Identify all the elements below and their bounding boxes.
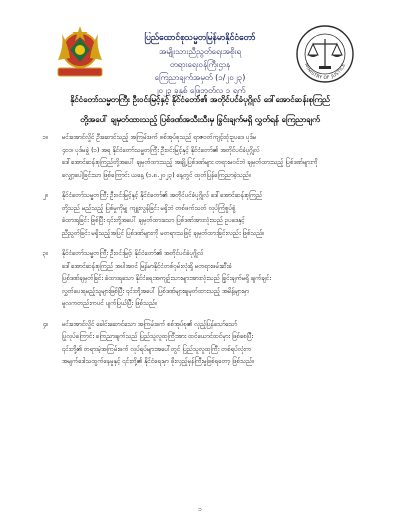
paragraph-number: ၁။ — [42, 134, 48, 141]
title-line-2: တို့အပေါ် ချမှတ်ထားသည့် ပြစ်ဒဏ်အသီးသီးမှ ခြွင်းချက်မရှိ လွှတ်ရန် ကြေညာချက် — [80, 115, 320, 124]
paragraph-line: နိုင်ငံတော်သမ္မတကြီး ဦးဝင်းမြင့်၊ နိုင်ငံတော်၏ အတိုင်ပင်ခံပုဂ္ဂိုလ် — [62, 250, 204, 257]
announcement-title — [40, 90, 360, 130]
page-number: ၁ — [198, 505, 202, 513]
paragraph-line: ညီညွတ်ခြင်း မရှိသည့်အပြင် ပြစ်ဒဏ်များကို မတရားသဖြင့် ချမှတ်ထားခြင်းလည်း ဖြစ်သည်။ — [62, 229, 265, 237]
paragraph-number: ၄။ — [42, 320, 48, 328]
government-name: အမျိုးသားညီညွတ်ရေးအစိုးရ — [158, 47, 242, 56]
announcement-date: ၂၀၂၃ ခုနှစ် ဖြေဘုတ်လ ၁ ရက် — [154, 86, 246, 95]
paragraph-number: ၂။ — [43, 192, 48, 199]
paragraph-4 — [44, 319, 362, 369]
ministry-name: တရားရေးဝန်ကြီးဌာန — [169, 60, 231, 69]
announcement-body — [44, 132, 362, 377]
paragraph-1 — [44, 132, 362, 182]
paragraph-line: လွှတ်ပေးရမည့်သူများဖြစ်ပြီး ၎င်းတို့အပေါ် ပြစ်ဒဏ်များချမှတ်ထားသည့် အမိန့်များမှာ — [62, 287, 250, 295]
paragraph-line: အမျက်ဒေါသထွက်နေမှုနှင့် ၎င်းတို့၏ နိုင်ငံရေးမှာ ဖိုးလှည့်မှန်ကြီးမှုဖြစ်ရတော့ ဖြစ်သည်။ — [62, 358, 255, 365]
paragraph-line: မူလကတည်းကပင် ပျက်ပြယ်ပြီး ဖြစ်သည်။ — [62, 300, 158, 307]
paragraph-line: မင်းအောင်လှိုင် ခေါင်းဆောင်သော အကြမ်းဖက် စစ်အုပ်စု၏ လှည့်ပြန်သော်သော် — [62, 320, 238, 328]
paragraph-line: မင်းအောင်လှိုင် ဦးဆောင်သည့် အကြမ်းဖက် စစ်အုပ်စုသည် ရာဇဝတ်ကျင့်ထုံးဥပဒေ ပုဒ်မ — [62, 134, 257, 141]
country-name: ပြည်ထောင်စုသမ္မတမြန်မာနိုင်ငံတော် — [144, 33, 256, 43]
paragraph-2 — [44, 190, 362, 240]
paragraph-line: ပြစ်ဒဏ်ချမှတ်ခြင်း ခံထားရသော နိုင်ငံရေးအကျဉ်းသားများအားလုံးသည် ခြွင်းချက်မရှိ ချက်ချင်း — [62, 275, 271, 282]
title-line-1: နိုင်ငံတော်သမ္မတကြီး ဦးဝင်းမြင့်နှင့် နိုင်ငံတော်၏ အတိုင်ပင်ခံပုဂ္ဂိုလ် ဒေါ်အောင်ဆန်းစုကြည် — [70, 95, 330, 104]
ministry-of-justice-seal-icon — [294, 24, 356, 84]
paragraph-line: ၄၀၁၊ ပုဒ်မခွဲ (၁) အရ နိုင်ငံတော်သမ္မတကြီး ဦးဝင်းမြင့်နှင့် နိုင်ငံတော်၏ အတိုင်ပင်ခံပုဂ္ဂိုလ် — [62, 146, 260, 154]
svg-text:MINISTRY OF JUSTICE: MINISTRY OF JUSTICE — [302, 62, 348, 82]
paragraph-number: ၃။ — [42, 250, 48, 257]
paragraph-line: ဒေါ်အောင်ဆန်းစုကြည် အပါအဝင် မြန်မာနိုင်ငံတစ်ဝှမ်းလုံးရှိ မတရားဖမ်းဆီးခံ — [62, 262, 232, 270]
paragraph-line: ခံထားရခြင်း ဖြစ်ပြီး ၎င်းတို့အပေါ် ချမှတ်ထားသော ပြစ်ဒဏ်အားလုံးသည် ဥပဒေနှင့် — [62, 217, 245, 224]
announcement-number: ကြေညာချက်အမှတ် (၁/၂၀၂၃) — [154, 73, 246, 82]
paragraph-3 — [44, 248, 362, 311]
paragraph-line: တို့သည် မည်သည့် ပြစ်မှုကိုမျှ ကျူးလွန်ခြင်း မရှိဘဲ တစ်ဖက်သတ် လုပ်ကြံစွပ်စွဲ — [62, 204, 236, 212]
paragraph-line: နိုင်ငံတော်သမ္မတကြီး ဦးဝင်းမြင့်နှင့် နိုင်ငံတော်၏ အတိုင်ပင်ခံပုဂ္ဂိုလ် ဒေါ်အောင်ဆန်းစုကြည် — [62, 192, 263, 199]
letterhead-text — [110, 32, 290, 97]
paragraph-line: ပြုလုပ်ကြောင်း ကြေညာချက်သည် ပြည်သူလူထုကြီးအား ထင်ယောင်ထင်မှား ဖြစ်စေပြီး — [62, 333, 254, 340]
paragraph-line: လျှော့ပေါ့ခြင်းသာ ဖြစ်ကြောင်း ယနေ့ (၁.၈.၂၀၂၃) နေ့တွင် ထုတ်ပြန်ကြေညာခဲ့သည်။ — [62, 171, 251, 179]
paragraph-line: ၎င်းတို့၏ တရားမဲ့အကြမ်းဖက် လုပ်ရပ်များအပေါ်တွင် ပြည်သူလူထုကြီး တစ်ရပ်လုံးက — [62, 345, 252, 353]
paragraph-line: ဒေါ်အောင်ဆန်းစုကြည်တို့အပေါ် ချမှတ်ထားသည့် အချို့ပြစ်ဒဏ်များ တရားမဝင်ဘဲ ချမှတ်ထားသည့် ပြစ်ဒဏ်များကို — [62, 159, 318, 166]
state-seal-icon — [50, 24, 110, 82]
